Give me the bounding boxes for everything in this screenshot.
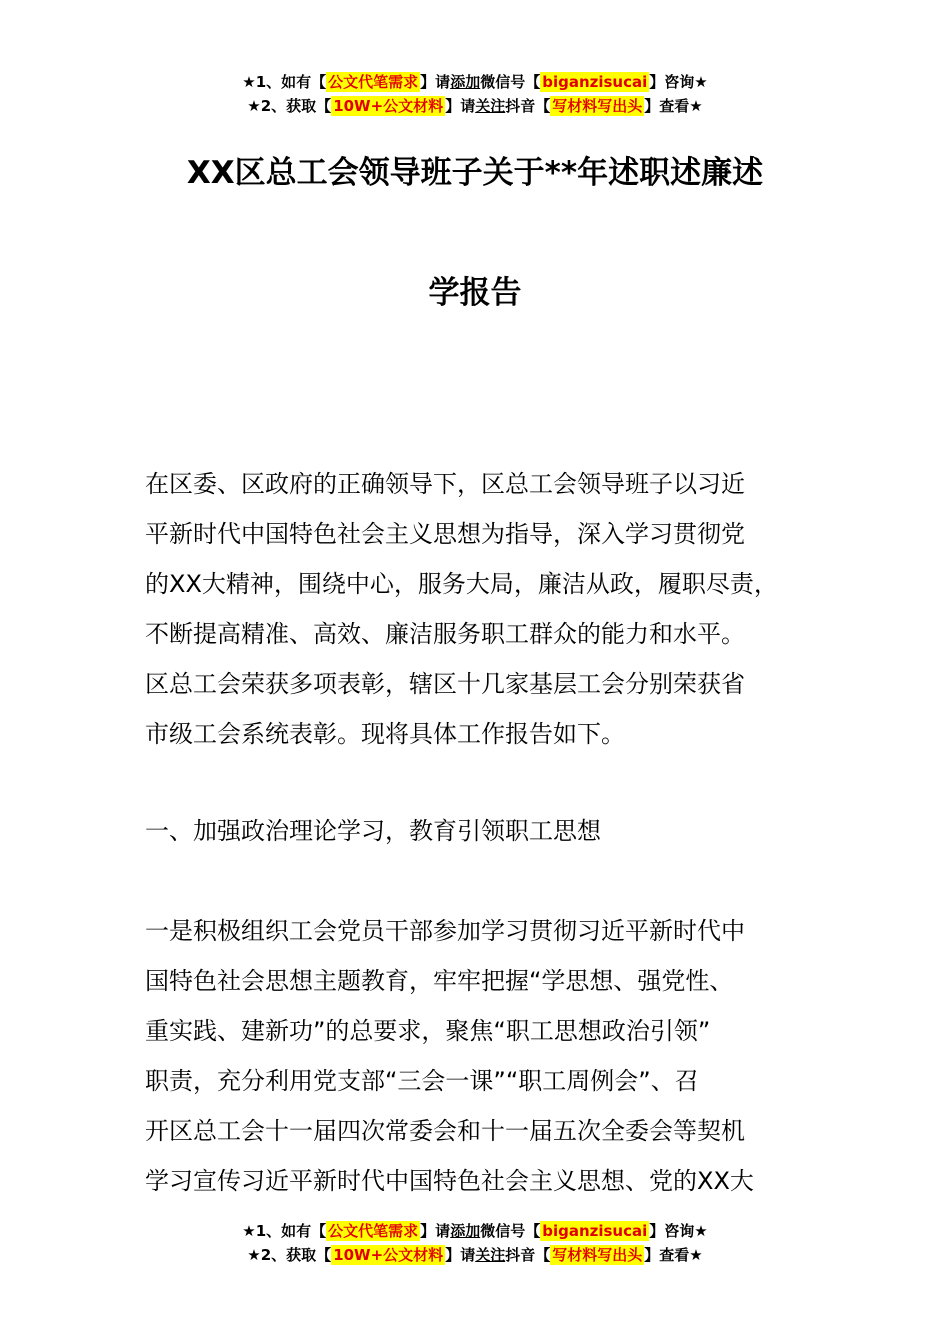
text-line: 区总工会荣获多项表彰，辖区十几家基层工会分别荣获省 (145, 670, 745, 698)
text-line: 职责，充分利用党支部“三会一课”“职工周例会”、召 (145, 1067, 699, 1095)
banner-text: 】请 (445, 97, 476, 115)
banner-line-2 (0, 94, 950, 118)
text-line: 不断提高精准、高效、廉洁服务职工群众的能力和水平。 (145, 620, 745, 648)
highlight-wechat-id: biganzisucai (542, 1222, 648, 1240)
banner-text: 】请 (420, 73, 451, 91)
section-heading-text: 一、加强政治理论学习，教育引领职工思想 (145, 817, 601, 845)
text-line: 一是积极组织工会党员干部参加学习贯彻习近平新时代中 (145, 917, 745, 945)
footer-banner (0, 1219, 950, 1267)
highlight-service: 公文代笔需求 (328, 1222, 419, 1240)
banner-underlined: 关注 (475, 97, 506, 115)
highlight-douyin: 写材料写出头 (552, 97, 643, 115)
highlight-wechat-id: biganzisucai (542, 73, 648, 91)
intro-paragraph (145, 459, 845, 759)
banner-underlined: 添加 (450, 73, 481, 91)
text-line: 的XX大精神，围绕中心，服务大局，廉洁从政，履职尽责， (145, 570, 778, 598)
banner-text: ★1、如有【 (242, 73, 327, 91)
banner-text: 抖音【 (505, 1246, 551, 1264)
text-line: 重实践、建新功”的总要求，聚焦“职工思想政治引领” (145, 1017, 711, 1045)
banner-text: 】查看★ (644, 97, 703, 115)
banner-text: ★2、获取【 (247, 1246, 332, 1264)
banner-text: ★2、获取【 (247, 97, 332, 115)
banner-underlined: 添加 (450, 1222, 481, 1240)
section-heading-1 (145, 806, 845, 856)
banner-text: 微信号【 (480, 73, 541, 91)
banner-line-1 (0, 1219, 950, 1243)
banner-text: 抖音【 (505, 97, 551, 115)
document-title-line-1: XX区总工会领导班子关于**年述职述廉述 (186, 155, 764, 191)
text-line: 学习宣传习近平新时代中国特色社会主义思想、党的XX大 (145, 1167, 754, 1195)
banner-text: ★1、如有【 (242, 1222, 327, 1240)
highlight-service: 公文代笔需求 (328, 73, 419, 91)
banner-text: 】请 (445, 1246, 476, 1264)
banner-text: 】咨询★ (649, 1222, 708, 1240)
banner-underlined: 关注 (475, 1246, 506, 1264)
banner-line-1 (0, 70, 950, 94)
text-line: 市级工会系统表彰。现将具体工作报告如下。 (145, 720, 625, 748)
section-1-paragraph (145, 906, 845, 1206)
text-line: 在区委、区政府的正确领导下，区总工会领导班子以习近 (145, 470, 745, 498)
banner-text: 】查看★ (644, 1246, 703, 1264)
banner-line-2 (0, 1243, 950, 1267)
banner-text: 】请 (420, 1222, 451, 1240)
highlight-materials: 10W+公文材料 (333, 1246, 444, 1264)
text-line: 国特色社会思想主题教育，牢牢把握“学思想、强党性、 (145, 967, 734, 995)
banner-text: 】咨询★ (649, 73, 708, 91)
document-title-line-2: 学报告 (428, 275, 522, 311)
highlight-douyin: 写材料写出头 (552, 1246, 643, 1264)
text-line: 开区总工会十一届四次常委会和十一届五次全委会等契机 (145, 1117, 745, 1145)
banner-text: 微信号【 (480, 1222, 541, 1240)
highlight-materials: 10W+公文材料 (333, 97, 444, 115)
header-banner (0, 70, 950, 118)
text-line: 平新时代中国特色社会主义思想为指导，深入学习贯彻党 (145, 520, 745, 548)
